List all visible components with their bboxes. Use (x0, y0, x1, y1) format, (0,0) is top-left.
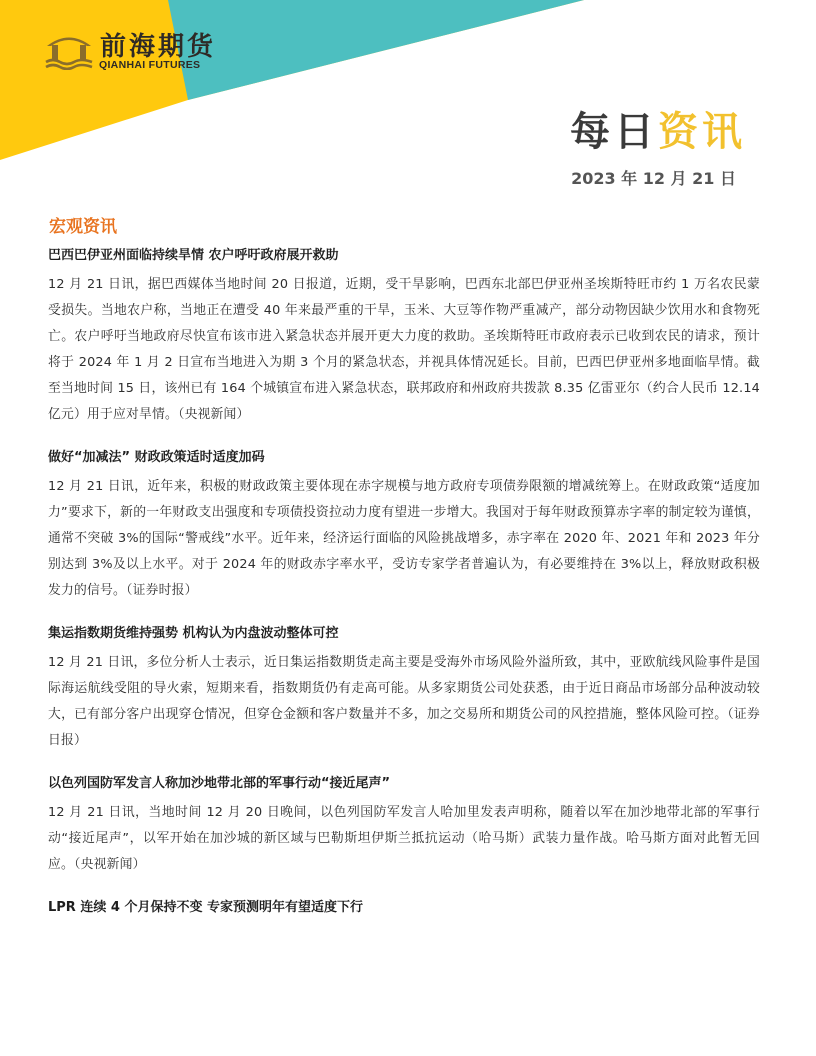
news-headline: LPR 连续 4 个月保持不变 专家预测明年有望适度下行 (48, 900, 363, 915)
report-date: 2023 年 12 月 21 日 (571, 169, 736, 188)
news-body: 12 月 21 日讯，当地时间 12 月 20 日晚间，以色列国防军发言人哈加里发表声明称，随着以军在加沙地带北部的军事行动“接近尾声”，以军开始在加沙城的新区域与巴勒斯坦伊斯兰抵抗运动（哈马斯）武装力量作战。哈马斯方面对此暂无回应。（央视新闻） (48, 805, 760, 872)
news-body: 12 月 21 日讯，据巴西媒体当地时间 20 日报道，近期，受干旱影响，巴西东北部巴伊亚州圣埃斯特旺市约 1 万名农民蒙受损失。当地农户称，当地正在遭受 40 年来最严重的干旱，玉米、大豆等作物严重减产，部分动物因缺少饮用水和食物死亡。农户呼吁当地政府尽快宣布该市进入紧急状态并展开更大力度的救助。圣埃斯特旺市政府表示已收到农民的请求，预计将于 2024 年 1 月 2 日宣布当地进入为期 3 个月的紧急状态，并视具体情况延长。目前，巴西巴伊亚州多地面临旱情。截至当地时间 15 日，该州已有 164 个城镇宣布进入紧急状态，联邦政府和州政府共拨款 8.35 亿雷亚尔（约合人民币 12.14 亿元）用于应对旱情。（央视新闻） (48, 277, 760, 422)
news-article (48, 624, 760, 754)
news-body: 12 月 21 日讯，近年来，积极的财政政策主要体现在赤字规模与地方政府专项债券限额的增减统筹上。在财政政策“适度加力”要求下，新的一年财政支出强度和专项债投资拉动力度有望进一步增大。我国对于每年财政预算赤字率的制定较为谨慎，通常不突破 3%的国际“警戒线”水平。近年来，经济运行面临的风险挑战增多，赤字率在 2020 年、2021 年和 2023 年分别达到 3%及以上水平。对于 2024 年的财政赤字率水平，受访专家学者普遍认为，有必要维持在 3%以上，释放财政积极发力的信号。（证券时报） (48, 479, 760, 598)
news-headline: 做好“加减法” 财政政策适时适度加码 (48, 450, 265, 465)
brand-name-cn: 前海期货 (100, 32, 217, 62)
page-title-part2: 资讯 (658, 109, 746, 155)
qianhai-logo-icon (44, 30, 94, 70)
news-list (48, 246, 760, 924)
brand-name-en: QIANHAI FUTURES (99, 59, 201, 71)
news-body: 12 月 21 日讯，多位分析人士表示，近日集运指数期货走高主要是受海外市场风险外溢所致，其中，亚欧航线风险事件是国际海运航线受阻的导火索，短期来看，指数期货仍有走高可能。从多家期货公司处获悉，由于近日商品市场部分品种波动较大，已有部分客户出现穿仓情况，但穿仓金额和客户数量并不多，加之交易所和期货公司的风控措施，整体风险可控。（证券日报） (48, 655, 760, 748)
news-headline: 巴西巴伊亚州面临持续旱情 农户呼吁政府展开救助 (48, 248, 339, 263)
news-article (48, 898, 760, 918)
page-title (570, 100, 746, 157)
teal-band (168, 0, 584, 100)
news-article (48, 774, 760, 878)
section-title: 宏观资讯 (49, 217, 117, 237)
news-headline: 以色列国防军发言人称加沙地带北部的军事行动“接近尾声” (48, 776, 391, 791)
news-article (48, 246, 760, 428)
news-headline: 集运指数期货维持强势 机构认为内盘波动整体可控 (48, 626, 339, 641)
news-article (48, 448, 760, 604)
page-title-part1: 每日 (570, 109, 658, 155)
